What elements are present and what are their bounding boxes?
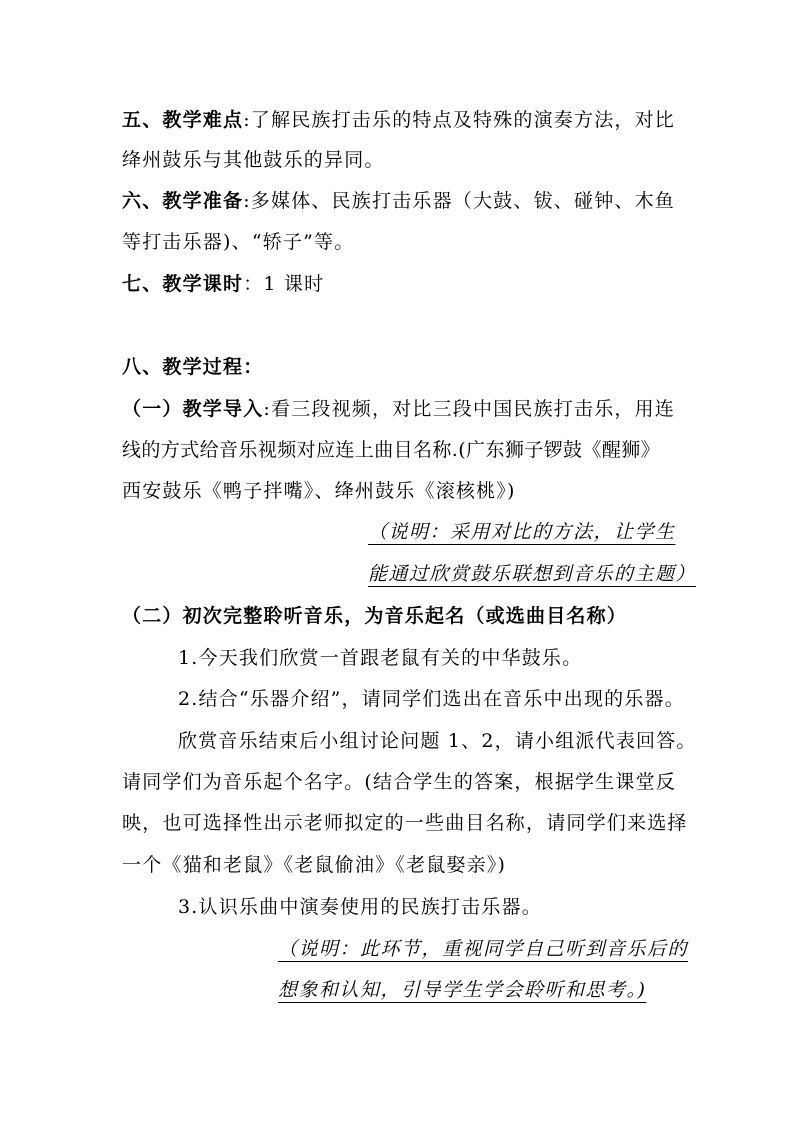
part1-line1 (122, 397, 675, 421)
section8-heading: 八、教学过程： (122, 356, 264, 378)
section5-line2: 绛州鼓乐与其他鼓乐的异同。 (122, 149, 385, 171)
part2-para-line4: 一个《猫和老鼠》《老鼠偷油》《老鼠娶亲》) (122, 854, 507, 876)
section5-text-1: :了解民族打击乐的特点及特殊的演奏方法，对比 (243, 109, 676, 131)
section7-heading: 七、教学课时 (122, 273, 244, 295)
part2-note-line1: （说明：此环节，重视同学自己听到音乐后的 (278, 938, 689, 960)
part2-item3: 3.认识乐曲中演奏使用的民族打击乐器。 (178, 896, 542, 918)
part2-note-line2: 想象和认知，引导学生学会聆听和思考。) (278, 979, 647, 1001)
section5-line1 (122, 108, 675, 132)
part1-heading: （一）教学导入 (122, 398, 264, 420)
section7-text: ：1 课时 (243, 273, 325, 295)
part2-para-line2: 请同学们为音乐起个名字。(结合学生的答案，根据学生课堂反 (122, 771, 677, 793)
part2-heading: （二）初次完整聆听音乐，为音乐起名（或选曲目名称） (122, 605, 628, 627)
part2-item2: 2.结合“乐器介绍”，请同学们选出在音乐中出现的乐器。 (178, 688, 685, 710)
part2-para-line1: 欣赏音乐结束后小组讨论问题 1、2，请小组派代表回答。 (178, 730, 697, 752)
part2-item1: 1.今天我们欣赏一首跟老鼠有关的中华鼓乐。 (178, 647, 583, 669)
part1-note-line1: （说明：采用对比的方法，让学生 (368, 521, 676, 543)
section5-heading: 五、教学难点 (122, 109, 244, 131)
part1-note-line2: 能通过欣赏鼓乐联想到音乐的主题） (368, 563, 697, 585)
part1-text-1: :看三段视频，对比三段中国民族打击乐，用连 (263, 398, 676, 420)
section6-line1 (122, 189, 675, 213)
part2-para-line3: 映，也可选择性出示老师拟定的一些曲目名称，请同学们来选择 (122, 812, 688, 834)
part1-line3: 西安鼓乐《鸭子拌嘴》、绛州鼓乐《滚核桃》) (122, 480, 516, 502)
section6-line2: 等打击乐器)、“轿子”等。 (122, 231, 355, 253)
part1-line2: 线的方式给音乐视频对应连上曲目名称.(广东狮子锣鼓《醒狮》 (122, 439, 661, 461)
section7-line (122, 272, 324, 296)
section6-heading: 六、教学准备 (122, 190, 244, 212)
section6-text-1: :多媒体、民族打击乐器（大鼓、钹、碰钟、木鱼 (243, 190, 676, 212)
